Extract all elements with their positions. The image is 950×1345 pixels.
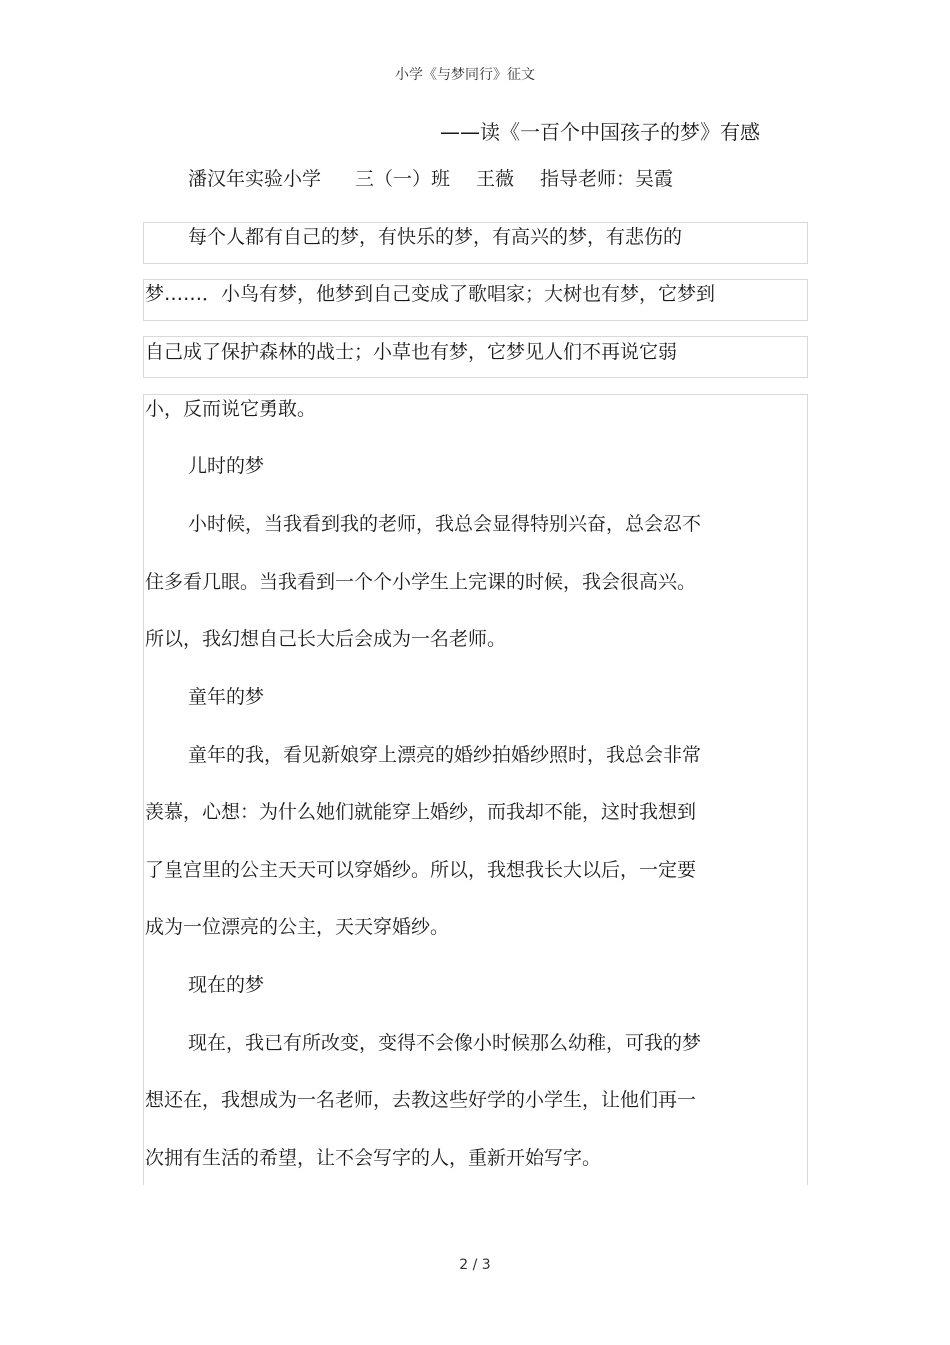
body-line: 现在，我已有所改变，变得不会像小时候那么幼稚，可我的梦 (188, 1032, 702, 1054)
page-number: 2 / 3 (459, 1257, 491, 1273)
body-line: 羡慕，心想：为什么她们就能穿上婚纱，而我却不能，这时我想到 (145, 801, 697, 823)
school-name: 潘汉年实验小学 (188, 168, 322, 190)
running-header: 小学《与梦同行》征文 (395, 67, 535, 83)
body-line: 了皇宫里的公主天天可以穿婚纱。所以，我想我长大以后，一定要 (145, 859, 697, 881)
body-line: 童年的我，看见新娘穿上漂亮的婚纱拍婚纱照时，我总会非常 (188, 744, 702, 766)
body-line: 小时候，当我看到我的老师，我总会显得特别兴奋，总会忍不 (188, 513, 702, 535)
body-line: 住多看几眼。当我看到一个个小学生上完课的时候，我会很高兴。 (145, 571, 697, 593)
section-heading: 儿时的梦 (188, 455, 265, 477)
section-heading: 童年的梦 (188, 686, 265, 708)
body-line: 每个人都有自己的梦，有快乐的梦，有高兴的梦，有悲伤的 (188, 226, 683, 248)
teacher-name: 指导老师：吴霞 (540, 168, 674, 190)
body-line: 小，反而说它勇敢。 (145, 398, 317, 420)
body-line: 想还在，我想成为一名老师，去教这些好学的小学生，让他们再一 (145, 1089, 697, 1111)
body-line: 成为一位漂亮的公主，天天穿婚纱。 (145, 916, 450, 938)
author-byline (188, 164, 673, 191)
body-line: 所以，我幻想自己长大后会成为一名老师。 (145, 628, 507, 650)
body-line: 次拥有生活的希望，让不会写字的人，重新开始写字。 (145, 1147, 602, 1169)
essay-subtitle: ——读《一百个中国孩子的梦》有感 (440, 120, 760, 144)
author-name: 王薇 (476, 168, 515, 190)
section-heading: 现在的梦 (188, 974, 265, 996)
body-line: 自己成了保护森林的战士；小草也有梦，它梦见人们不再说它弱 (145, 341, 678, 363)
class-name: 三（一）班 (355, 168, 451, 190)
body-line: 梦……．小鸟有梦，他梦到自己变成了歌唱家；大树也有梦，它梦到 (145, 283, 716, 305)
